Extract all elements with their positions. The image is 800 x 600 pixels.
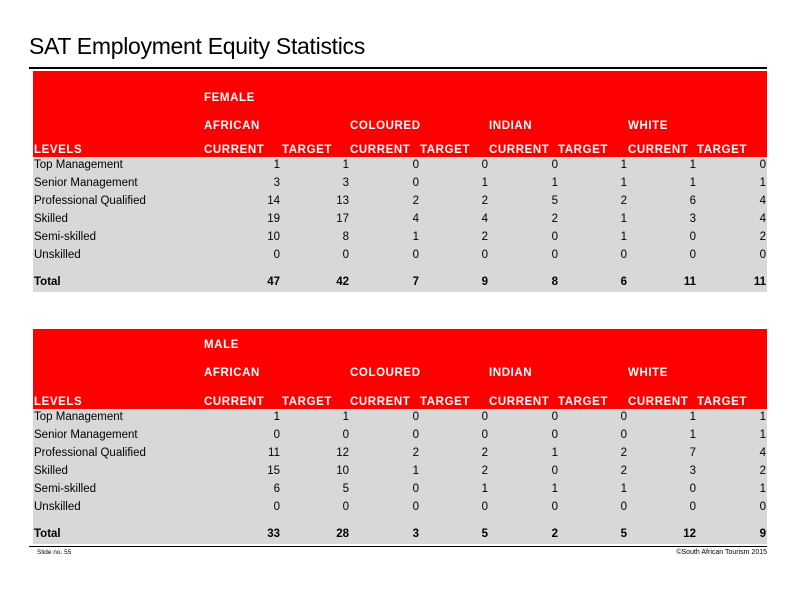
table-body: [33, 409, 767, 544]
current-value: 0: [689, 483, 696, 495]
current-header: CURRENT: [204, 396, 265, 408]
target-value: 2: [620, 465, 627, 477]
table-row: [33, 175, 767, 193]
title-divider: [29, 67, 767, 69]
target-value: 1: [620, 177, 627, 189]
current-value: 1: [551, 177, 558, 189]
current-value: 8: [551, 276, 558, 288]
target-value: 1: [342, 411, 349, 423]
target-value: 2: [620, 447, 627, 459]
target-value: 10: [336, 465, 349, 477]
target-value: 5: [481, 528, 488, 540]
current-value: 0: [412, 159, 419, 171]
current-value: 0: [412, 177, 419, 189]
current-value: 0: [551, 411, 558, 423]
target-header: TARGET: [420, 144, 471, 156]
target-value: 0: [342, 501, 349, 513]
target-value: 9: [759, 528, 766, 540]
current-value: 0: [412, 501, 419, 513]
table-row: [33, 427, 767, 445]
current-value: 6: [689, 195, 696, 207]
target-value: 4: [759, 447, 766, 459]
current-value: 0: [689, 231, 696, 243]
target-value: 0: [481, 249, 488, 261]
target-value: 3: [342, 177, 349, 189]
current-value: 0: [551, 249, 558, 261]
current-value: 0: [551, 159, 558, 171]
table-row: [33, 481, 767, 499]
current-value: 7: [689, 447, 696, 459]
target-value: 1: [620, 159, 627, 171]
level-label: Skilled: [34, 465, 68, 477]
levels-header: LEVELS: [34, 144, 83, 156]
group-header: AFRICAN: [204, 120, 260, 132]
target-value: 5: [342, 483, 349, 495]
copyright: ©South African Tourism 2015: [676, 549, 767, 556]
gender-label: FEMALE: [204, 92, 255, 104]
target-value: 5: [620, 528, 627, 540]
table-row: [33, 499, 767, 517]
current-value: 11: [683, 276, 696, 288]
group-header: COLOURED: [350, 120, 421, 132]
target-value: 0: [342, 249, 349, 261]
current-value: 1: [273, 411, 280, 423]
level-label: Professional Qualified: [34, 195, 146, 207]
current-value: 12: [683, 528, 696, 540]
target-value: 0: [481, 429, 488, 441]
current-header: CURRENT: [350, 396, 411, 408]
current-value: 0: [273, 501, 280, 513]
level-label: Senior Management: [34, 177, 138, 189]
footer-divider: [29, 546, 767, 547]
current-value: 33: [267, 528, 280, 540]
current-value: 1: [689, 159, 696, 171]
target-value: 1: [620, 213, 627, 225]
current-value: 1: [551, 483, 558, 495]
table-row: [33, 409, 767, 427]
current-value: 10: [267, 231, 280, 243]
current-value: 2: [551, 213, 558, 225]
target-value: 4: [481, 213, 488, 225]
current-value: 0: [412, 429, 419, 441]
target-header: TARGET: [282, 396, 333, 408]
current-header: CURRENT: [628, 144, 689, 156]
current-value: 19: [267, 213, 280, 225]
current-value: 0: [689, 249, 696, 261]
table-row: [33, 229, 767, 247]
total-row: [33, 517, 767, 544]
target-value: 2: [481, 231, 488, 243]
level-label: Top Management: [34, 411, 123, 423]
target-value: 2: [481, 195, 488, 207]
target-value: 9: [481, 276, 488, 288]
target-value: 0: [620, 249, 627, 261]
target-value: 1: [481, 483, 488, 495]
current-value: 0: [273, 249, 280, 261]
target-value: 2: [620, 195, 627, 207]
target-value: 1: [759, 483, 766, 495]
current-value: 1: [412, 231, 419, 243]
current-value: 2: [551, 528, 558, 540]
target-value: 12: [336, 447, 349, 459]
target-header: TARGET: [282, 144, 333, 156]
current-value: 5: [551, 195, 558, 207]
current-value: 1: [551, 447, 558, 459]
target-header: TARGET: [697, 396, 748, 408]
current-value: 6: [273, 483, 280, 495]
level-label: Professional Qualified: [34, 447, 146, 459]
equity-table-male: [33, 329, 767, 544]
target-value: 0: [342, 429, 349, 441]
table-header: [33, 71, 767, 157]
current-header: CURRENT: [489, 396, 550, 408]
current-value: 7: [412, 276, 419, 288]
current-value: 3: [412, 528, 419, 540]
target-value: 28: [336, 528, 349, 540]
group-header: COLOURED: [350, 367, 421, 379]
target-value: 0: [620, 501, 627, 513]
current-header: CURRENT: [628, 396, 689, 408]
target-value: 2: [481, 447, 488, 459]
group-header: INDIAN: [489, 367, 533, 379]
level-label: Skilled: [34, 213, 68, 225]
page-title: SAT Employment Equity Statistics: [29, 33, 365, 59]
table-row: [33, 463, 767, 481]
current-value: 0: [551, 231, 558, 243]
target-header: TARGET: [558, 396, 609, 408]
current-value: 1: [689, 429, 696, 441]
slide-number: Slide no. 55: [37, 549, 72, 556]
current-value: 1: [412, 465, 419, 477]
equity-table-female: [33, 71, 767, 292]
current-value: 2: [412, 195, 419, 207]
target-value: 2: [481, 465, 488, 477]
current-value: 0: [551, 465, 558, 477]
target-value: 0: [481, 159, 488, 171]
level-label: Top Management: [34, 159, 123, 171]
target-value: 0: [759, 249, 766, 261]
table-header: [33, 329, 767, 409]
level-label: Senior Management: [34, 429, 138, 441]
target-value: 0: [759, 501, 766, 513]
target-value: 0: [481, 411, 488, 423]
table-row: [33, 247, 767, 265]
levels-header: LEVELS: [34, 396, 83, 408]
table-row: [33, 157, 767, 175]
current-header: CURRENT: [204, 144, 265, 156]
current-value: 1: [689, 411, 696, 423]
target-value: 2: [759, 465, 766, 477]
current-value: 1: [273, 159, 280, 171]
target-value: 1: [759, 177, 766, 189]
level-label: Total: [34, 528, 61, 540]
current-value: 2: [412, 447, 419, 459]
current-value: 1: [689, 177, 696, 189]
level-label: Semi-skilled: [34, 231, 96, 243]
target-value: 1: [481, 177, 488, 189]
current-value: 0: [551, 429, 558, 441]
group-header: WHITE: [628, 367, 669, 379]
target-value: 4: [759, 195, 766, 207]
current-value: 3: [689, 465, 696, 477]
gender-label: MALE: [204, 339, 239, 351]
target-header: TARGET: [697, 144, 748, 156]
current-value: 47: [267, 276, 280, 288]
target-header: TARGET: [558, 144, 609, 156]
table-body: [33, 157, 767, 292]
target-value: 1: [759, 429, 766, 441]
target-value: 17: [336, 213, 349, 225]
target-value: 4: [759, 213, 766, 225]
current-header: CURRENT: [350, 144, 411, 156]
target-value: 1: [620, 483, 627, 495]
target-value: 42: [336, 276, 349, 288]
current-value: 0: [689, 501, 696, 513]
table-row: [33, 193, 767, 211]
target-value: 8: [342, 231, 349, 243]
current-value: 14: [267, 195, 280, 207]
current-value: 0: [412, 411, 419, 423]
target-value: 0: [620, 429, 627, 441]
current-value: 0: [412, 249, 419, 261]
target-value: 0: [620, 411, 627, 423]
target-value: 0: [481, 501, 488, 513]
total-row: [33, 265, 767, 292]
target-value: 1: [620, 231, 627, 243]
level-label: Unskilled: [34, 501, 81, 513]
current-value: 0: [273, 429, 280, 441]
target-value: 11: [753, 276, 766, 288]
level-label: Unskilled: [34, 249, 81, 261]
group-header: AFRICAN: [204, 367, 260, 379]
current-header: CURRENT: [489, 144, 550, 156]
target-value: 2: [759, 231, 766, 243]
current-value: 11: [268, 447, 280, 459]
current-value: 3: [273, 177, 280, 189]
group-header: WHITE: [628, 120, 669, 132]
target-value: 13: [336, 195, 349, 207]
current-value: 15: [267, 465, 280, 477]
level-label: Total: [34, 276, 61, 288]
table-row: [33, 445, 767, 463]
target-value: 0: [759, 159, 766, 171]
current-value: 4: [412, 213, 419, 225]
target-header: TARGET: [420, 396, 471, 408]
current-value: 3: [689, 213, 696, 225]
target-value: 6: [620, 276, 627, 288]
target-value: 1: [342, 159, 349, 171]
target-value: 1: [759, 411, 766, 423]
current-value: 0: [412, 483, 419, 495]
group-header: INDIAN: [489, 120, 533, 132]
current-value: 0: [551, 501, 558, 513]
table-row: [33, 211, 767, 229]
level-label: Semi-skilled: [34, 483, 96, 495]
